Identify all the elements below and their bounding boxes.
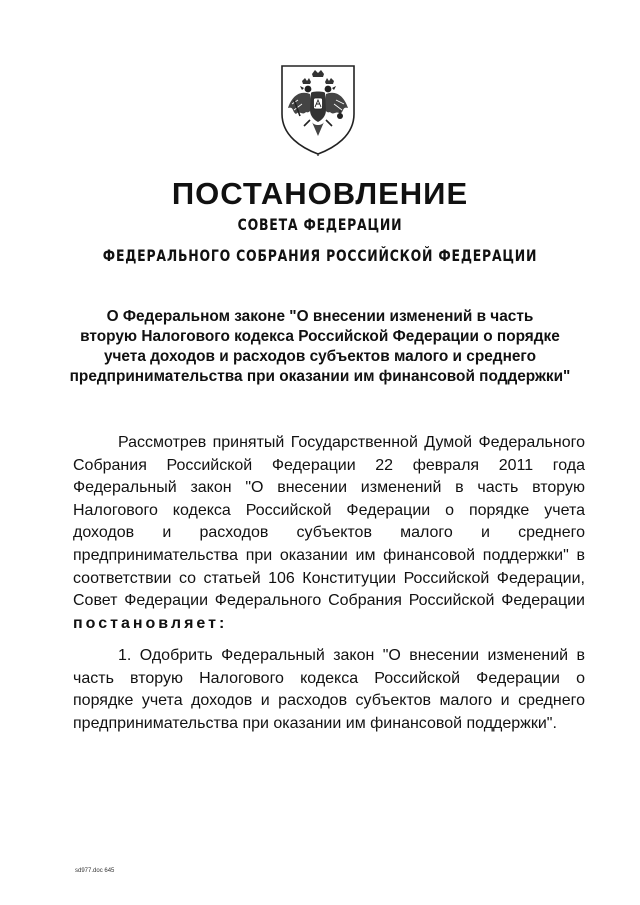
- paragraph-line: предпринимательства при оказании им финансовой поддержки" в: [73, 546, 585, 564]
- document-title: ПОСТАНОВЛЕНИЕ: [171, 176, 469, 211]
- paragraph-line: Совет Федерации Федерального Собрания Российской Федерации: [73, 592, 585, 610]
- issuer-line-2: ФЕДЕРАЛЬНОГО СОБРАНИЯ РОССИЙСКОЙ ФЕДЕРАЦИИ: [102, 246, 538, 265]
- paragraph-line: предпринимательства при оказании им финансовой поддержки".: [73, 714, 557, 732]
- paragraph-line: доходов и расходов субъектов малого и среднего: [73, 524, 585, 542]
- paragraph-line: Рассмотрев принятый Государственной Думой Федерального: [118, 434, 585, 451]
- coat-of-arms-icon: [280, 64, 356, 156]
- subject-line: О Федеральном законе "О внесении изменений в часть: [106, 308, 534, 325]
- subject-line: учета доходов и расходов субъектов малого и среднего: [103, 348, 537, 365]
- footer-file-code: sd977.doc 645: [75, 868, 115, 874]
- paragraph-line: Налогового кодекса Российской Федерации о порядке учета: [73, 501, 585, 519]
- paragraph-line: Федеральный закон "О внесении изменений в часть вторую: [73, 479, 585, 497]
- paragraph-line: 1. Одобрить Федеральный закон "О внесении изменений в: [118, 647, 585, 664]
- issuer-line-1: СОВЕТА ФЕДЕРАЦИИ: [237, 215, 403, 234]
- preamble-paragraph: [73, 432, 585, 635]
- paragraph-line: соответствии со статьей 106 Конституции Российской Федерации,: [73, 569, 585, 587]
- subject-line: предпринимательства при оказании им финансовой поддержки": [69, 368, 571, 385]
- resolution-item-1: [73, 645, 585, 735]
- paragraph-line: порядке учета доходов и расходов субъектов малого и среднего: [73, 692, 585, 710]
- decree-word: постановляет:: [73, 614, 228, 632]
- subject-line: вторую Налогового кодекса Российской Федерации о порядке: [80, 328, 560, 345]
- paragraph-line: часть вторую Налогового кодекса Российской Федерации о: [73, 669, 585, 687]
- paragraph-line: Собрания Российской Федерации 22 февраля 2011 года: [73, 456, 585, 474]
- document-subject: [60, 307, 580, 387]
